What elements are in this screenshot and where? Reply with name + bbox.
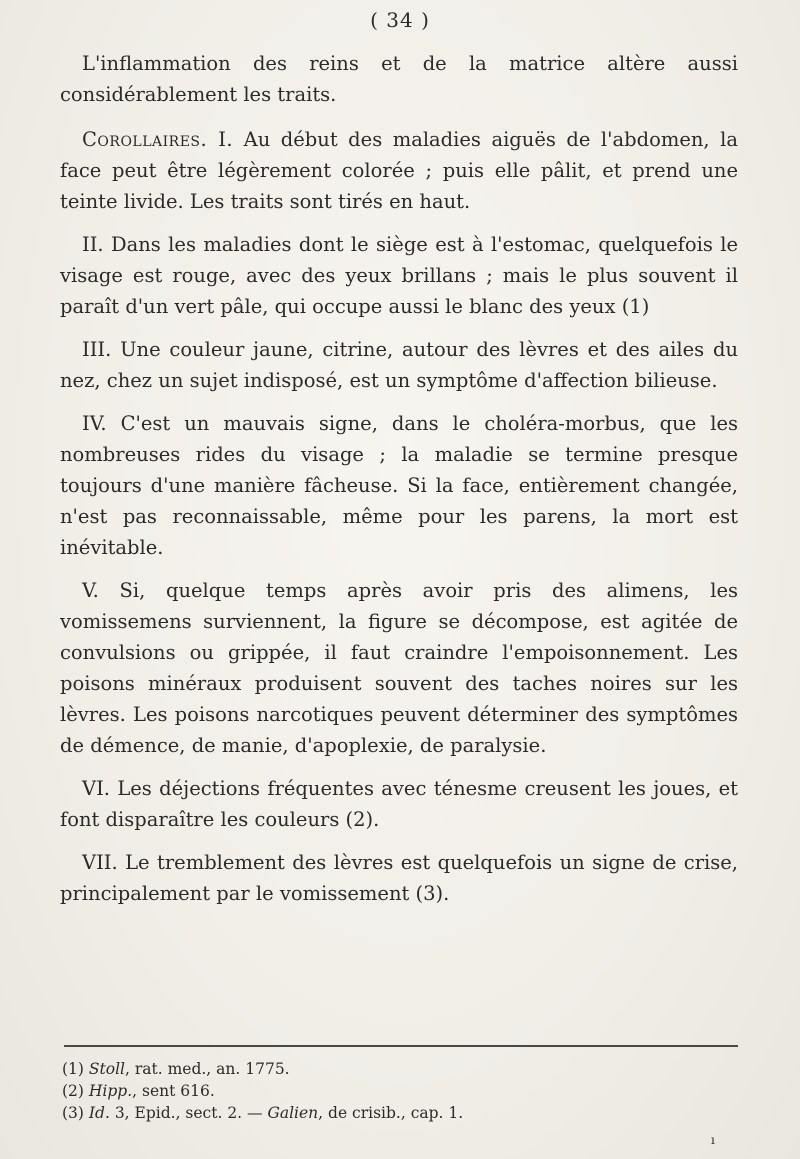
- footnote-author-2: Galien: [267, 1104, 319, 1122]
- paragraph-text: Une couleur jaune, citrine, autour des lèvres et des ailes du nez, chez un sujet indisposé, est un symptôme d'affection bilieuse.: [60, 338, 739, 392]
- footnote-marker: (2): [62, 1082, 84, 1100]
- paragraph-label: Corollaires. I.: [82, 128, 234, 151]
- page-number: ( 34 ): [370, 8, 430, 32]
- paragraph-label: IV.: [82, 412, 107, 435]
- footnote-marker: (3): [62, 1104, 84, 1122]
- main-text: [60, 48, 738, 921]
- footnote-reference: , rat. med., an. 1775.: [125, 1060, 290, 1078]
- footnote-3: [62, 1102, 722, 1124]
- paragraph-corollary-2: [60, 229, 738, 322]
- paragraph-label: V.: [82, 579, 99, 602]
- footnote-2: [62, 1080, 722, 1102]
- footnote-author: Id.: [88, 1104, 110, 1122]
- paragraph-text: C'est un mauvais signe, dans le choléra-morbus, que les nombreuses rides du visage ; la maladie se termine presque toujours d'une manière fâcheuse. Si la face, entièrement changée, n'est pas reconnaissable, même pour les parens, la mort est inévitable.: [60, 412, 739, 559]
- paragraph-corollary-7: [60, 847, 738, 909]
- footnote-author: Stoll: [88, 1060, 125, 1078]
- paragraph-text: Si, quelque temps après avoir pris des alimens, les vomissemens surviennent, la figure se décompose, est agitée de convulsions ou grippée, il faut craindre l'empoisonnement. Les poisons minéraux produisent souvent des taches noires sur les lèvres. Les poisons narcotiques peuvent déterminer des symptômes de démence, de manie, d'apoplexie, de paralysie.: [60, 579, 738, 757]
- footnote-1: [62, 1058, 722, 1080]
- paragraph-corollary-4: [60, 408, 738, 563]
- paragraph-label: VI.: [82, 777, 110, 800]
- footnote-marker: (1): [62, 1060, 84, 1078]
- paragraph-corollary-5: [60, 575, 738, 761]
- stray-mark: ı: [711, 1133, 715, 1147]
- footnote-reference: , sent 616.: [132, 1082, 215, 1100]
- paragraph-label: III.: [82, 338, 112, 361]
- paragraph-text: Les déjections fréquentes avec ténesme creusent les joues, et font disparaître les couleurs (2).: [60, 777, 739, 831]
- paragraph-corollary-3: [60, 334, 738, 396]
- paragraph-text: L'inflammation des reins et de la matrice altère aussi considérablement les traits.: [60, 52, 738, 106]
- paragraph-text: Au début des maladies aiguës de l'abdomen, la face peut être légèrement colorée ; puis elle pâlit, et prend une teinte livide. Les traits sont tirés en haut.: [60, 128, 738, 213]
- footnote-reference-2: , de crisib., cap. 1.: [318, 1104, 464, 1122]
- paragraph-label: II.: [82, 233, 104, 256]
- paragraph-corollary-1: [60, 124, 738, 217]
- paragraph-intro: [60, 48, 738, 110]
- paragraph-corollary-6: [60, 773, 738, 835]
- paragraph-text: Dans les maladies dont le siège est à l'estomac, quelquefois le visage est rouge, avec des yeux brillans ; mais le plus souvent il paraît d'un vert pâle, qui occupe aussi le blanc des yeux (1): [60, 233, 739, 318]
- paragraph-text: Le tremblement des lèvres est quelquefois un signe de crise, principalement par le vomissement (3).: [60, 851, 739, 905]
- footnotes: [62, 1058, 722, 1124]
- footnote-author: Hipp.: [88, 1082, 133, 1100]
- footnote-divider: [64, 1045, 738, 1047]
- footnote-reference: 3, Epid., sect. 2. —: [109, 1104, 268, 1122]
- paragraph-label: VII.: [82, 851, 118, 874]
